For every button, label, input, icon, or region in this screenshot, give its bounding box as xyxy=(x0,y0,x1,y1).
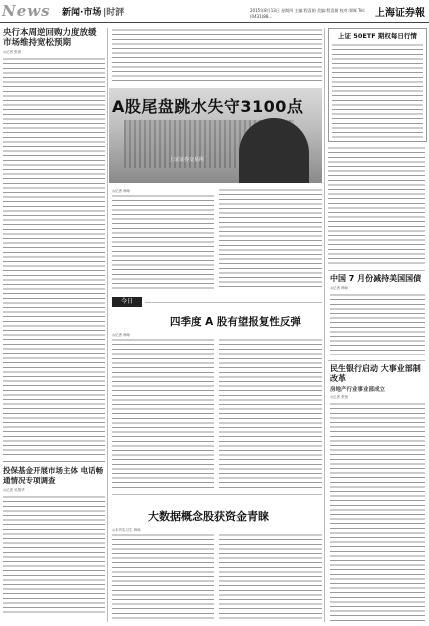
column-separator xyxy=(107,28,108,622)
right-headline: 中国 7 月份减持美国国债 xyxy=(330,274,422,283)
right-second-article xyxy=(330,364,425,622)
left-headline: 央行本周逆回购力度放缓 市场维持宽松预期 xyxy=(3,28,97,48)
newspaper-logo: 上海证券報 xyxy=(375,8,425,19)
divider xyxy=(3,461,105,462)
left-article-body xyxy=(3,57,105,457)
center-article-col2 xyxy=(219,188,322,290)
third-article-col2 xyxy=(219,533,322,621)
center-byline: ◎记者 韩咏 xyxy=(112,189,131,193)
left-second-headline: 投保基金开展市场主体 电话畅通情况专项调查 xyxy=(3,466,104,485)
etf-options-box xyxy=(328,28,427,142)
right-byline: ◎记者 韩咏 xyxy=(330,286,349,290)
right-article xyxy=(330,274,425,355)
person-silhouette xyxy=(239,118,309,183)
divider xyxy=(328,360,425,361)
section-tag: 今日 xyxy=(112,297,142,307)
second-article-col2 xyxy=(219,338,322,488)
column-separator xyxy=(324,28,325,622)
right-second-article-body xyxy=(330,402,425,622)
header-meta: 2015年8月13日 星期四 主编:程喜娟 美编:程喜娟 校对:郑辉 Tel:(0431)88... xyxy=(250,8,365,19)
center-top-text xyxy=(112,28,322,84)
photo-caption: 上证证券交易所 xyxy=(169,157,205,163)
third-article-col1 xyxy=(112,533,214,621)
right-second-subheadline: 房地产行业事业部成立 xyxy=(330,387,386,393)
right-second-byline: ◎记者 张茜 xyxy=(330,395,349,399)
etf-options-box-title: 上证 50ETF 期权每日行情 xyxy=(338,32,417,40)
divider xyxy=(112,494,322,495)
left-second-article-body xyxy=(3,495,105,615)
divider xyxy=(145,302,322,303)
second-byline: ◎记者 韩咏 xyxy=(112,333,131,337)
page-header xyxy=(0,0,429,23)
third-headline: 大数据概念股获资金青睐 xyxy=(148,510,269,523)
brand-label: News xyxy=(2,2,51,20)
left-column xyxy=(3,28,105,622)
third-byline: ◎本刊实习生 韩咏 xyxy=(112,528,141,532)
left-second-byline: ◎记者 吴黎华 xyxy=(3,488,25,492)
section-label: 新闻·市场 xyxy=(62,8,102,18)
second-article-col1 xyxy=(112,338,214,488)
main-headline: A股尾盘跳水失守3100点 xyxy=(112,97,304,116)
etf-options-table xyxy=(332,43,423,139)
right-top-article xyxy=(328,146,425,266)
divider xyxy=(328,270,425,271)
page-label: |时評 xyxy=(103,8,125,18)
right-article-body xyxy=(330,293,425,355)
center-article-col1 xyxy=(112,194,214,290)
right-second-headline: 民生银行启动 大事业部制改革 xyxy=(330,364,421,383)
second-headline: 四季度 A 股有望报复性反弹 xyxy=(170,316,301,328)
left-byline: ◎记者 张茜 xyxy=(3,50,22,54)
